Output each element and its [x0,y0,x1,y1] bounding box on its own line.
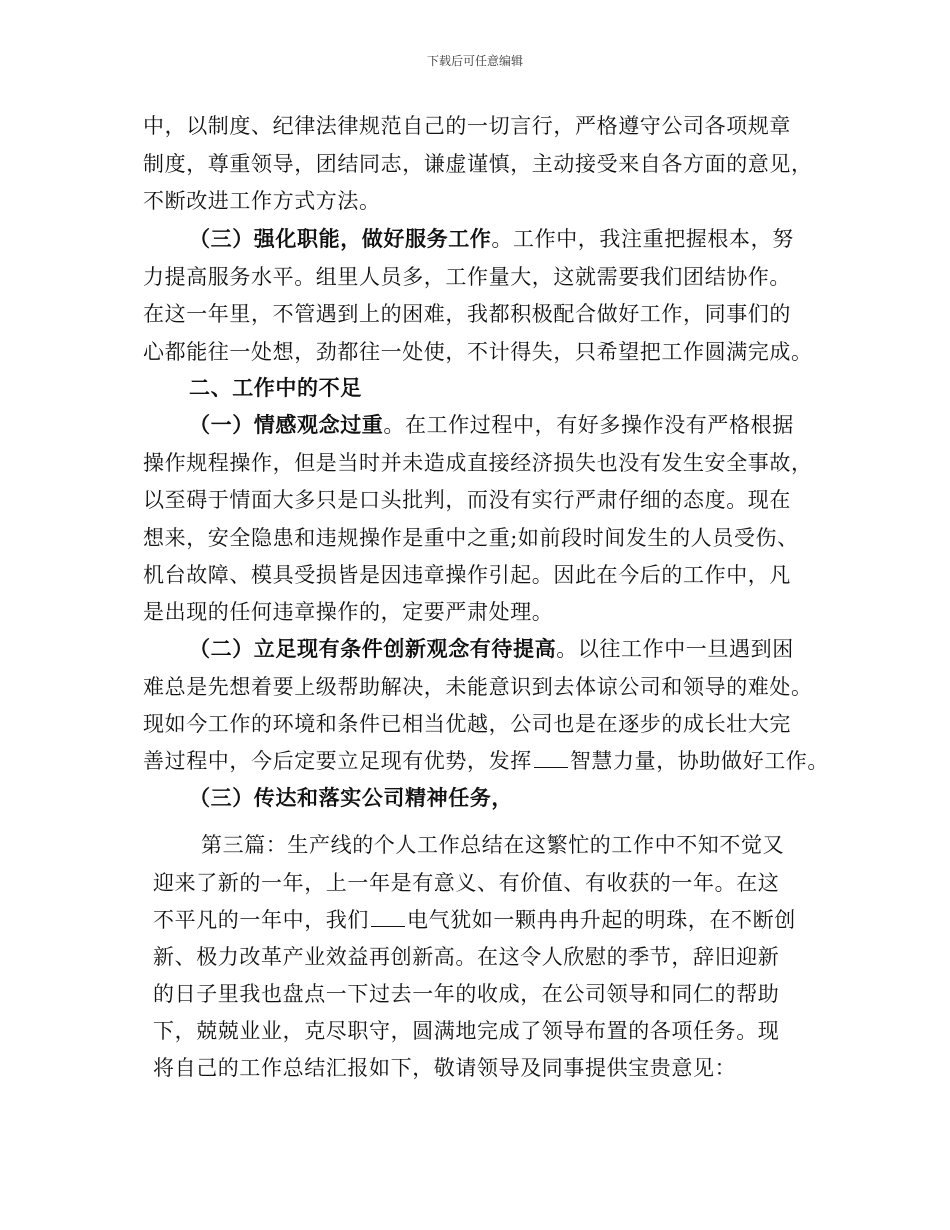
text-line: 的日子里我也盘点一下过去一年的收成，在公司领导和同仁的帮助 [153,982,780,1006]
page-header: 下载后可任意编辑 [426,54,523,68]
text-line: 操作规程操作，但是当时并未造成直接经济损失也没有发生安全事故， [143,451,813,475]
text-line: 下，兢兢业业，克尽职守，圆满地完成了领导布置的各项任务。现 [153,1019,780,1043]
text-span: 。在工作过程中，有好多操作没有严格根据 [383,413,794,437]
text-line: 是出现的任何违章操作的，定要严肃处理。 [143,600,554,624]
text-span: 智慧力量，协助做好工作。 [569,749,830,773]
text-line: 第三篇：生产线的个人工作总结在这繁忙的工作中不知不觉又 [201,833,785,857]
blank-underline [534,747,568,768]
text-line: 以至碍于情面大多只是口头批判，而没有实行严肃仔细的态度。现在 [143,488,791,512]
text-line: 现如今工作的环境和条件已相当优越，公司也是在逐步的成长壮大完 [143,712,791,736]
text-line: 心都能往一处想，劲都往一处使，不计得失，只希望把工作圆满完成。 [143,340,813,364]
section-heading: （一）情感观念过重 [189,412,384,437]
section-heading: （三）传达和落实公司精神任务， [189,785,513,810]
text-span: 。以往工作中一旦遇到困 [556,637,794,661]
text-line: 想来，安全隐患和违规操作是重中之重;如前段时间发生的人员受伤、 [143,526,799,550]
paragraph-line [143,746,829,776]
text-line: 机台故障、模具受损皆是因违章操作引起。因此在今后的工作中，凡 [143,563,791,587]
text-line: 迎来了新的一年，上一年是有意义、有价值、有收获的一年。在这 [153,871,780,895]
paragraph-line [189,634,794,664]
text-line: 力提高服务水平。组里人员多，工作量大，这就需要我们团结协作。 [143,265,791,289]
text-line: 在这一年里，不管遇到上的困难，我都积极配合做好工作，同事们的 [143,302,791,326]
text-span: 电气犹如一颗冉冉升起的明珠，在不断创 [407,908,796,932]
section-heading: （二）立足现有条件创新观念有待提高 [189,636,557,661]
text-line: 中，以制度、纪律法律规范自己的一切言行，严格遵守公司各项规章 [143,114,791,138]
paragraph-line [189,224,794,254]
text-span: 善过程中，今后定要立足现有优势，发挥 [143,749,532,773]
blank-underline [371,906,405,927]
text-line: 制度，尊重领导，团结同志，谦虚谨慎，主动接受来自各方面的意见， [143,152,813,176]
text-line: 难总是先想着要上级帮助解决，未能意识到去体谅公司和领导的难处。 [143,675,813,699]
text-line: 新、极力改革产业效益再创新高。在这令人欣慰的季节，辞旧迎新 [153,945,780,969]
section-heading: （三）强化职能，做好服务工作 [189,226,492,251]
text-line: 不断改进工作方式方法。 [143,189,381,213]
text-span: 。工作中，我注重把握根本，努 [491,227,794,251]
paragraph-line [153,905,796,935]
paragraph-line [189,410,794,440]
text-span: 不平凡的一年中，我们 [153,908,369,932]
text-line: 将自己的工作总结汇报如下，敬请领导及同事提供宝贵意见： [153,1056,737,1080]
section-title: 二、工作中的不足 [189,375,362,400]
